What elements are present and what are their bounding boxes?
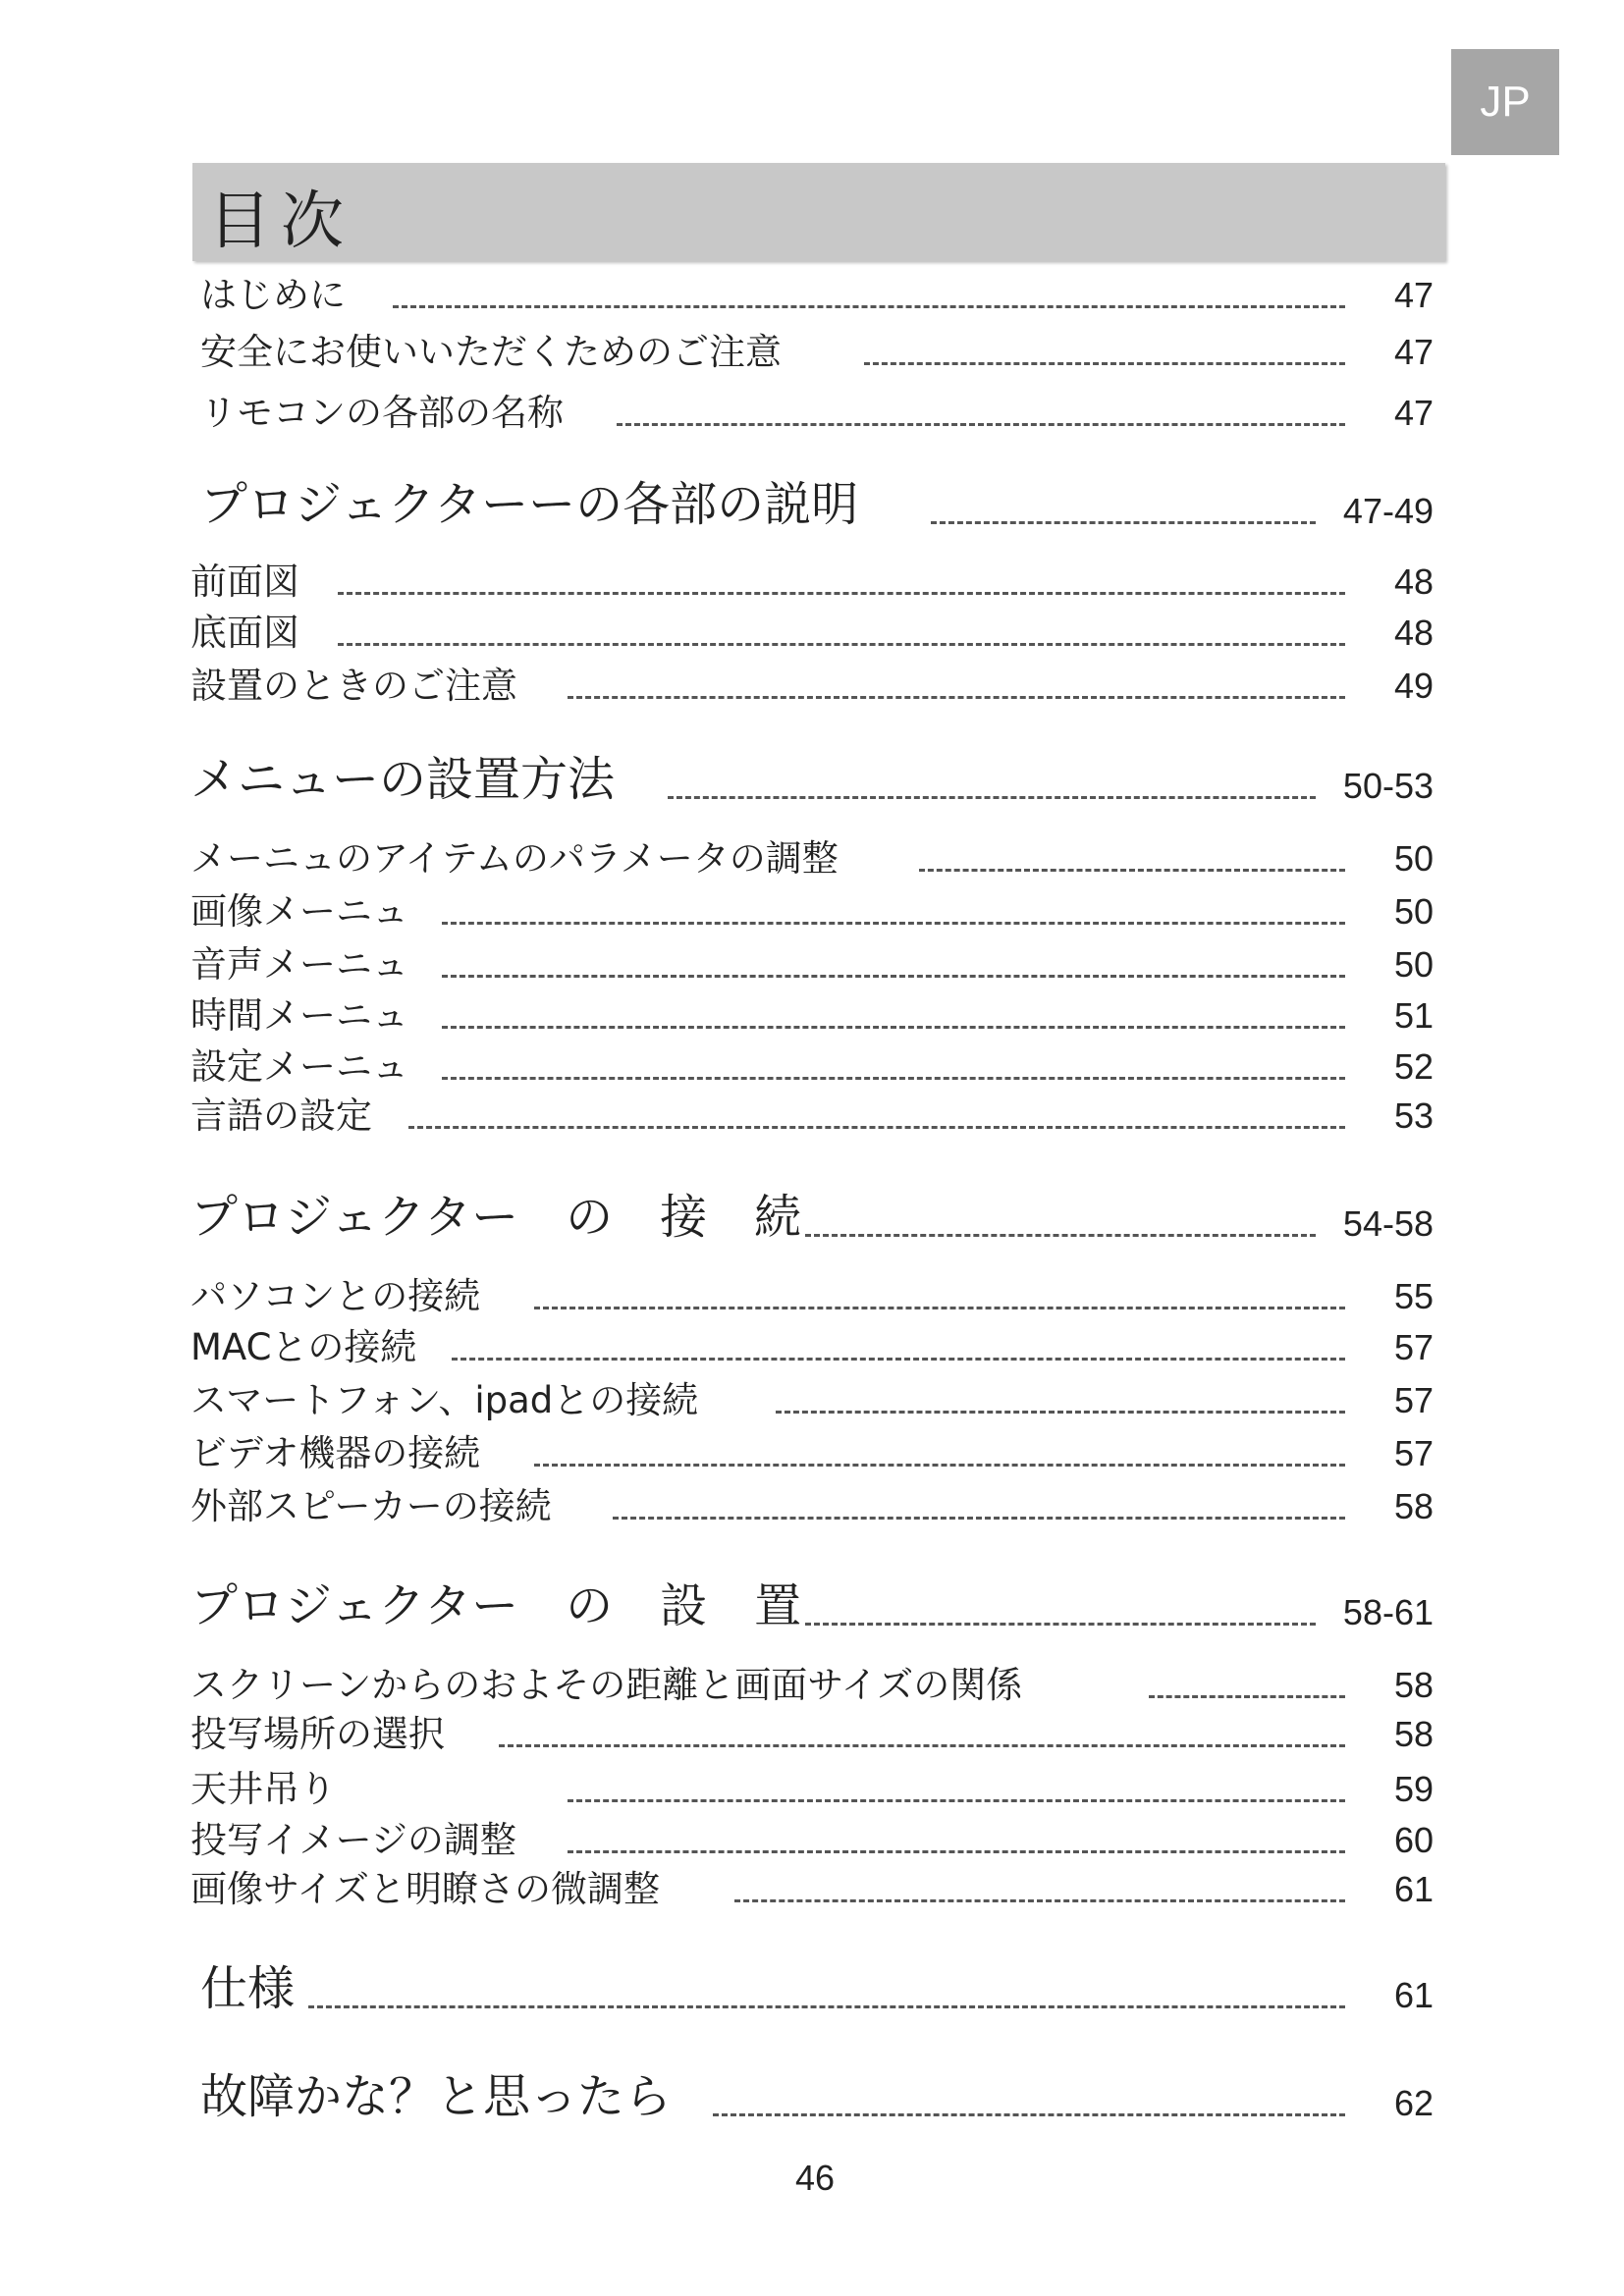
- toc-entry-label: 画像メーニュ: [190, 890, 408, 933]
- leader-dots: [568, 1850, 1345, 1853]
- toc-section-page: 54-58: [1342, 1203, 1434, 1244]
- toc-entry-label: スクリーンからのおよその距離と画面サイズの関係: [190, 1664, 1023, 1706]
- toc-entry-page: 58: [1393, 1714, 1434, 1754]
- toc-entry-page: 47: [1393, 275, 1434, 315]
- leader-dots: [442, 922, 1345, 925]
- toc-entry-page: 58: [1393, 1486, 1434, 1526]
- toc-entry-label: ビデオ機器の接続: [190, 1432, 481, 1474]
- toc-entry-label: 天井吊り: [190, 1768, 336, 1810]
- toc-section-label: 故障かな？と思ったら: [200, 2069, 673, 2124]
- leader-dots: [499, 1744, 1345, 1747]
- toc-section-label: メニューの設置方法: [190, 752, 616, 807]
- toc-entry-label: パソコンとの接続: [190, 1275, 481, 1317]
- leader-dots: [617, 423, 1345, 426]
- toc-section-page: 50-53: [1342, 766, 1434, 806]
- toc-section-label: プロジェクター の 接 続: [190, 1190, 802, 1245]
- leader-dots: [442, 975, 1345, 978]
- toc-entry-label: 時間メーニュ: [190, 994, 408, 1037]
- leader-dots: [864, 362, 1345, 365]
- toc-entry-page: 60: [1393, 1820, 1434, 1860]
- leader-dots: [805, 1623, 1316, 1626]
- toc-entry-label: 外部スピーカーの接続: [190, 1485, 552, 1527]
- toc-entry-page: 50: [1393, 838, 1434, 879]
- toc-entry-label: メーニュのアイテムのパラメータの調整: [190, 837, 839, 880]
- toc-entry-page: 48: [1393, 561, 1434, 602]
- toc-entry-label: 投写イメージの調整: [190, 1819, 516, 1861]
- toc-entry-page: 47: [1393, 332, 1434, 372]
- leader-dots: [568, 696, 1345, 699]
- toc-entry-label: 設置のときのご注意: [190, 665, 517, 707]
- leader-dots: [393, 305, 1345, 308]
- toc-entry-page: 52: [1393, 1046, 1434, 1087]
- leader-dots: [534, 1307, 1345, 1309]
- leader-dots: [568, 1799, 1345, 1802]
- toc-section-heading[interactable]: [0, 2069, 1434, 2132]
- toc-section-page: 47-49: [1342, 491, 1434, 531]
- toc-entry[interactable]: [0, 664, 1434, 715]
- leader-dots: [931, 521, 1316, 524]
- toc-entry-label: 投写場所の選択: [190, 1713, 445, 1755]
- toc-entry-label: 画像サイズと明瞭さの微調整: [190, 1868, 661, 1910]
- leader-dots: [805, 1234, 1316, 1237]
- leader-dots: [534, 1464, 1345, 1467]
- toc-section-heading[interactable]: [0, 477, 1434, 540]
- toc-section-label: 仕様: [200, 1961, 296, 2016]
- toc-entry-label: 前面図: [190, 561, 299, 603]
- toc-section-page: 61: [1393, 1975, 1434, 2015]
- toc-entry[interactable]: [0, 273, 1434, 324]
- leader-dots: [1149, 1695, 1345, 1698]
- leader-dots: [442, 1077, 1345, 1080]
- leader-dots: [452, 1358, 1345, 1361]
- toc-entry[interactable]: [0, 1325, 1434, 1376]
- toc-entry-page: 57: [1393, 1433, 1434, 1473]
- toc-section-page: 58-61: [1342, 1592, 1434, 1632]
- toc-entry-label: 底面図: [190, 612, 299, 654]
- toc-entry[interactable]: [0, 611, 1434, 662]
- toc-entry-page: 58: [1393, 1665, 1434, 1705]
- toc-entry-page: 61: [1393, 1869, 1434, 1909]
- toc-section-heading[interactable]: [0, 1578, 1434, 1641]
- toc-entry-page: 49: [1393, 666, 1434, 706]
- page-number: 46: [794, 2158, 836, 2198]
- language-tab: JP: [1451, 49, 1559, 155]
- leader-dots: [713, 2113, 1345, 2116]
- leader-dots: [776, 1411, 1345, 1414]
- toc-entry-label: 設定メーニュ: [190, 1045, 408, 1088]
- toc-entry-page: 57: [1393, 1380, 1434, 1420]
- toc-entry-label: 音声メーニュ: [190, 943, 408, 986]
- toc-section-label: プロジェクター の 設 置: [190, 1578, 802, 1633]
- toc-section-label: プロジェクターーの各部の説明: [200, 477, 859, 532]
- toc-entry-page: 57: [1393, 1327, 1434, 1367]
- leader-dots: [613, 1517, 1345, 1520]
- toc-entry-label: MACとの接続: [190, 1326, 417, 1368]
- toc-entry-page: 53: [1393, 1095, 1434, 1136]
- toc-entry-label: スマートフォン、ipadとの接続: [190, 1379, 699, 1421]
- toc-section-heading[interactable]: [0, 1961, 1434, 2024]
- toc-entry-label: リモコンの各部の名称: [200, 392, 564, 434]
- toc-entry[interactable]: [0, 1431, 1434, 1482]
- toc-entry-label: 安全にお使いいただくためのご注意: [200, 331, 782, 373]
- leader-dots: [442, 1026, 1345, 1029]
- toc-entry-label: はじめに: [200, 274, 346, 316]
- leader-dots: [308, 2005, 1345, 2008]
- toc-entry[interactable]: [0, 1378, 1434, 1429]
- toc-entry[interactable]: [0, 1484, 1434, 1535]
- leader-dots: [408, 1126, 1345, 1129]
- toc-entry[interactable]: [0, 1712, 1434, 1763]
- toc-entry-page: 47: [1393, 393, 1434, 433]
- toc-entry[interactable]: [0, 330, 1434, 381]
- toc-section-heading[interactable]: [0, 752, 1434, 815]
- leader-dots: [668, 796, 1316, 799]
- toc-section-page: 62: [1393, 2083, 1434, 2123]
- page-title: 目次: [208, 186, 353, 258]
- toc-entry-page: 55: [1393, 1276, 1434, 1316]
- toc-entry-page: 51: [1393, 995, 1434, 1036]
- toc-entry-label: 言語の設定: [190, 1095, 372, 1137]
- leader-dots: [338, 643, 1345, 646]
- toc-entry[interactable]: [0, 391, 1434, 442]
- leader-dots: [734, 1899, 1345, 1902]
- toc-section-heading[interactable]: [0, 1190, 1434, 1253]
- toc-entry-page: 59: [1393, 1769, 1434, 1809]
- toc-entry-page: 50: [1393, 891, 1434, 932]
- toc-entry-page: 50: [1393, 944, 1434, 985]
- toc-entry[interactable]: [0, 1094, 1434, 1145]
- toc-entry-page: 48: [1393, 613, 1434, 653]
- toc-entry[interactable]: [0, 1867, 1434, 1918]
- toc-entry[interactable]: [0, 836, 1434, 887]
- leader-dots: [338, 592, 1345, 595]
- toc-entry[interactable]: [0, 889, 1434, 940]
- leader-dots: [919, 869, 1345, 872]
